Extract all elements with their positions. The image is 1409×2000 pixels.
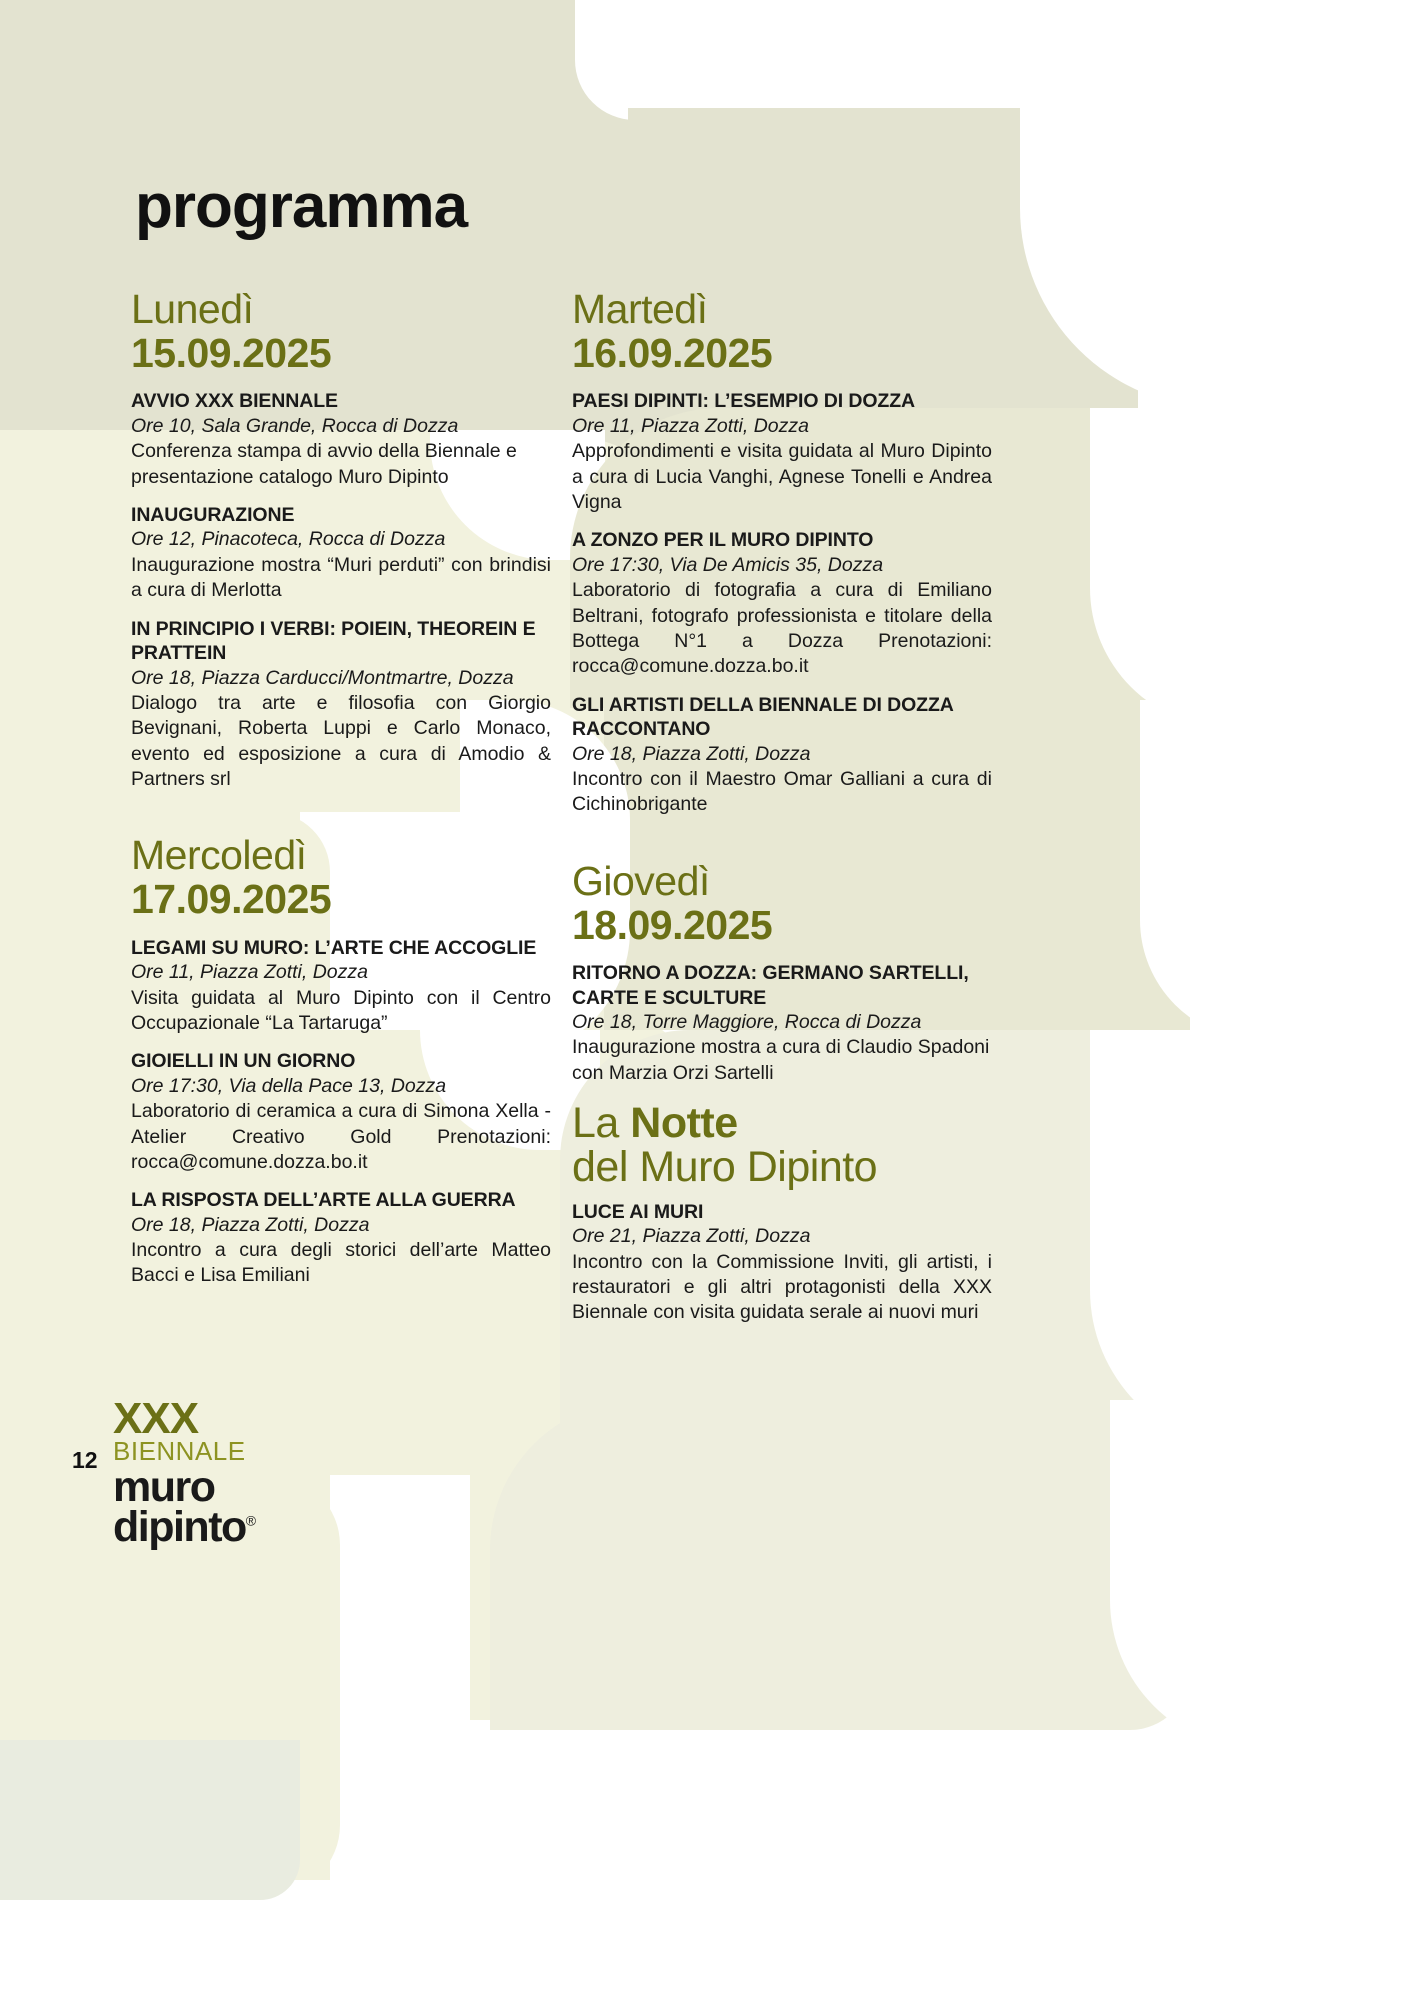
event-description: Inaugurazione mostra “Muri perduti” con brindisi a cura di Merlotta <box>131 553 551 602</box>
event-description: Incontro a cura degli storici dell’arte Matteo Bacci e Lisa Emiliani <box>131 1239 551 1287</box>
event-place: Ore 18, Piazza Zotti, Dozza <box>572 742 811 765</box>
event-description: Dialogo tra arte e filosofia con Giorgio Bevignani, Roberta Luppi e Carlo Monaco, evento ed esposizione a cura di Amodio & Partners srl <box>131 691 551 790</box>
event-place: Ore 10, Sala Grande, Rocca di Dozza <box>131 414 459 437</box>
logo-registered-mark: ® <box>245 1512 257 1529</box>
day-name: Giovedì <box>572 857 710 904</box>
feature-title-line1-bold: Notte <box>630 1099 738 1148</box>
page-number: 12 <box>72 1447 98 1473</box>
logo-xxx: XXX <box>113 1394 199 1443</box>
event-title: LUCE AI MURI <box>572 1200 704 1223</box>
event-item <box>131 936 551 1037</box>
day-block-martedi <box>572 288 992 818</box>
day-block-mercoledi <box>131 834 551 1288</box>
event-item <box>131 1049 551 1175</box>
day-date: 18.09.2025 <box>572 901 773 948</box>
event-description: Visita guidata al Muro Dipinto con il Centro Occupazionale “La Tartaruga” <box>131 986 551 1034</box>
event-title: PAESI DIPINTI: L’ESEMPIO DI DOZZA <box>572 390 916 413</box>
feature-title-line1-light: La <box>572 1099 631 1148</box>
event-item <box>572 693 992 818</box>
feature-title-la-notte <box>572 1099 992 1192</box>
event-description: Incontro con la Commissione Inviti, gli artisti, i restauratori e gli altri protagonisti della XXX Biennale con visita guidata serale ai nuovi muri <box>572 1250 992 1324</box>
column-left <box>131 288 551 1302</box>
event-title: LA RISPOSTA DELL’ARTE ALLA GUERRA <box>131 1189 516 1212</box>
day-name: Mercoledì <box>131 832 307 879</box>
event-description: Incontro con il Maestro Omar Galliani a cura di Cichinobrigante <box>572 768 992 816</box>
day-date: 17.09.2025 <box>131 876 332 923</box>
event-place: Ore 11, Piazza Zotti, Dozza <box>131 961 368 984</box>
event-title: RITORNO A DOZZA: GERMANO SARTELLI, CARTE E SCULTURE <box>572 962 969 1009</box>
event-place: Ore 18, Piazza Zotti, Dozza <box>131 1213 370 1236</box>
event-item <box>572 389 992 515</box>
event-item <box>572 961 992 1086</box>
event-description: Laboratorio di ceramica a cura di Simona Xella - Atelier Creativo Gold Prenotazioni: rocca@comune.dozza.bo.it <box>131 1100 551 1173</box>
event-place: Ore 12, Pinacoteca, Rocca di Dozza <box>131 528 446 551</box>
day-name: Martedì <box>572 286 708 332</box>
event-place: Ore 18, Torre Maggiore, Rocca di Dozza <box>572 1011 922 1034</box>
day-date: 15.09.2025 <box>131 330 332 377</box>
column-right <box>572 288 992 1339</box>
logo-muro: muro <box>113 1462 215 1511</box>
event-item <box>572 528 992 679</box>
event-title: GIOIELLI IN UN GIORNO <box>131 1050 356 1073</box>
event-place: Ore 11, Piazza Zotti, Dozza <box>572 414 809 437</box>
event-item <box>131 503 551 604</box>
day-block-lunedi <box>131 288 551 792</box>
event-place: Ore 17:30, Via De Amicis 35, Dozza <box>572 553 884 576</box>
event-place: Ore 21, Piazza Zotti, Dozza <box>572 1225 811 1248</box>
page-title: programma <box>135 172 468 241</box>
event-description: Approfondimenti e visita guidata al Muro Dipinto a cura di Lucia Vanghi, Agnese Tonelli e Andrea Vigna <box>572 440 992 513</box>
biennale-muro-dipinto-logo <box>113 1394 293 1551</box>
event-item <box>131 1188 551 1289</box>
day-block-giovedi <box>572 857 992 1326</box>
event-title: GLI ARTISTI DELLA BIENNALE DI DOZZA RACCONTANO <box>572 693 954 741</box>
event-place: Ore 17:30, Via della Pace 13, Dozza <box>131 1074 447 1097</box>
event-title: A ZONZO PER IL MURO DIPINTO <box>572 529 874 552</box>
event-description: Inaugurazione mostra a cura di Claudio Spadoni con Marzia Orzi Sartelli <box>572 1036 990 1084</box>
event-description: Laboratorio di fotografia a cura di Emiliano Beltrani, fotografo professionista e titolare della Bottega N°1 a Dozza Prenotazioni: rocca@comune.dozza.bo.it <box>572 579 992 678</box>
logo-biennale: BIENNALE <box>113 1435 246 1466</box>
event-item <box>131 389 551 490</box>
event-title: AVVIO XXX BIENNALE <box>131 390 338 413</box>
event-title: LEGAMI SU MURO: L’ARTE CHE ACCOGLIE <box>131 936 537 959</box>
day-date: 16.09.2025 <box>572 330 773 377</box>
event-description: Conferenza stampa di avvio della Biennale e presentazione catalogo Muro Dipinto <box>131 440 517 488</box>
event-place: Ore 18, Piazza Carducci/Montmartre, Dozza <box>131 666 514 689</box>
day-name: Lunedì <box>131 286 254 332</box>
event-item <box>572 1200 992 1326</box>
feature-title-line2: del Muro Dipinto <box>572 1143 878 1192</box>
event-item <box>131 617 551 793</box>
event-title: IN PRINCIPIO I VERBI: POIEIN, THEOREIN E PRATTEIN <box>131 617 536 665</box>
event-title: INAUGURAZIONE <box>131 503 295 526</box>
logo-dipinto: dipinto <box>113 1502 246 1551</box>
